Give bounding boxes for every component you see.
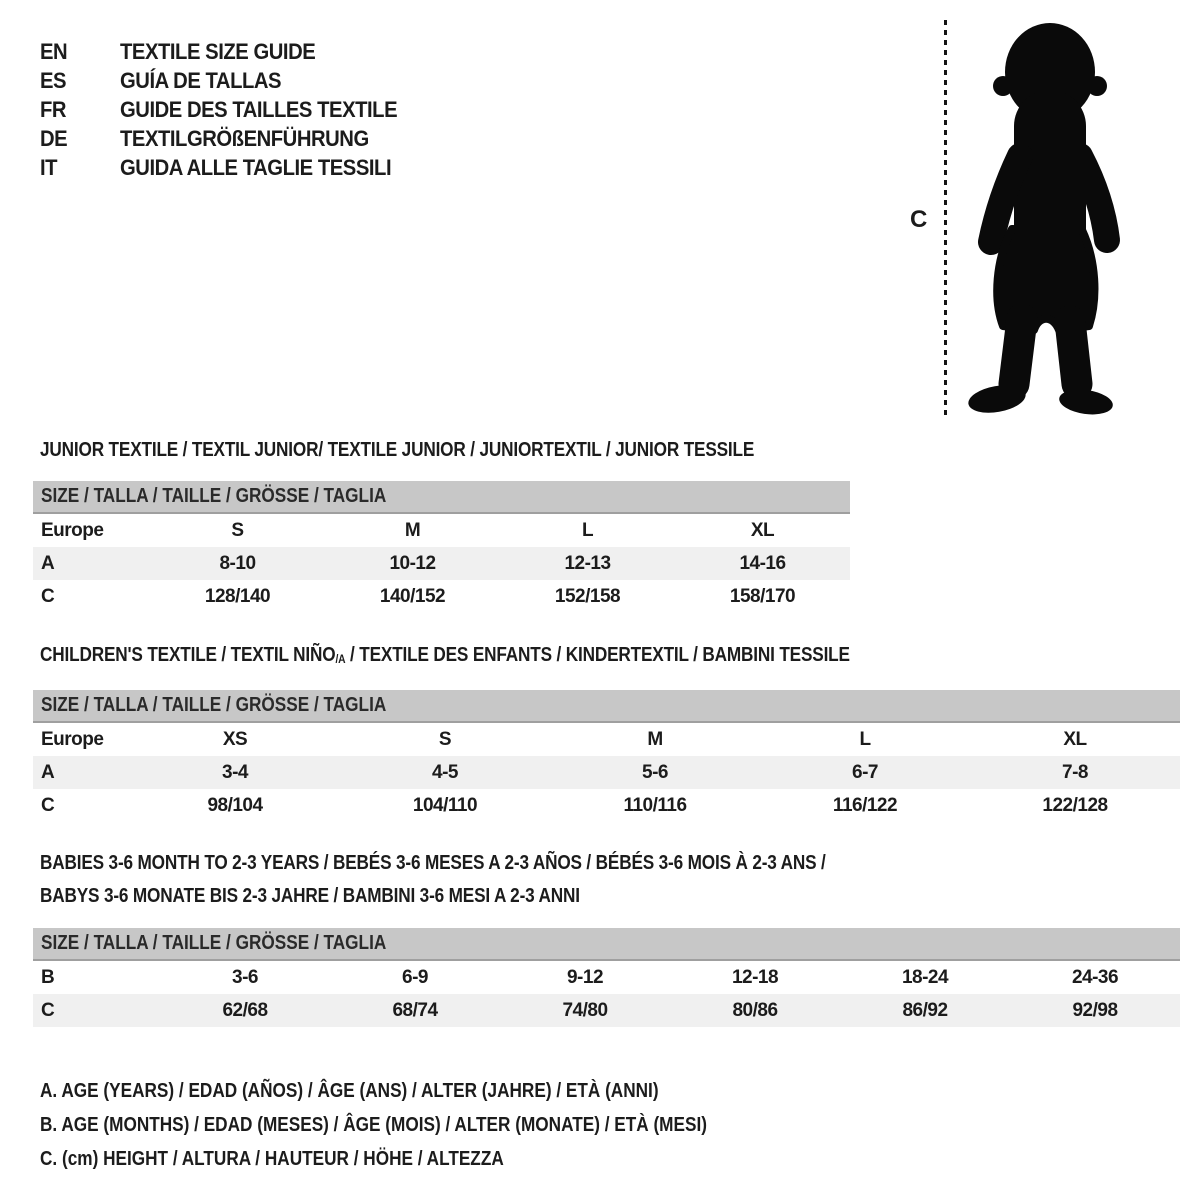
language-label: GUÍA DE TALLAS [120, 67, 282, 93]
babies-section-title [40, 847, 954, 913]
babies-title-line1: BABIES 3-6 MONTH TO 2-3 YEARS / BEBÉS 3-6 MESES A 2-3 AÑOS / BÉBÉS 3-6 MOIS À 2-3 ANS / [40, 852, 826, 874]
size-header-text: SIZE / TALLA / TAILLE / GRÖSSE / TAGLIA [41, 932, 387, 954]
size-cell: 5-6 [642, 761, 668, 783]
children-section-title-text [40, 642, 850, 672]
row-label: A [41, 761, 55, 783]
size-cell: 8-10 [219, 552, 256, 574]
size-cell: 80/86 [732, 999, 778, 1021]
language-row [40, 124, 421, 153]
children-title-main: CHILDREN'S TEXTILE / TEXTIL NIÑO [40, 644, 336, 666]
language-row [40, 37, 421, 66]
size-cell: XS [222, 728, 248, 750]
junior-section-title-text: JUNIOR TEXTILE / TEXTIL JUNIOR/ TEXTILE JUNIOR / JUNIORTEXTIL / JUNIOR TESSILE [40, 439, 755, 461]
legend-line-a [40, 1074, 816, 1108]
language-row [40, 153, 421, 182]
table-row [33, 723, 1180, 756]
row-label: Europe [41, 519, 104, 541]
size-header-bar [33, 928, 1180, 961]
size-cell: 4-5 [432, 761, 458, 783]
size-cell: 74/80 [562, 999, 608, 1021]
row-label: C [41, 585, 55, 607]
language-code: ES [40, 67, 67, 93]
size-header-bar [33, 481, 850, 514]
junior-section-title [40, 437, 870, 463]
height-dashed-line [944, 20, 947, 416]
size-cell: 86/92 [902, 999, 948, 1021]
language-row [40, 66, 421, 95]
legend-line-c [40, 1142, 816, 1176]
children-title-rest: / TEXTILE DES ENFANTS / KINDERTEXTIL / BAMBINI TESSILE [345, 644, 850, 666]
size-cell: L [859, 728, 871, 750]
size-cell: 3-6 [232, 966, 258, 988]
language-code: IT [40, 154, 58, 180]
size-cell: 116/122 [832, 794, 898, 816]
size-header-text: SIZE / TALLA / TAILLE / GRÖSSE / TAGLIA [41, 694, 387, 716]
legend-line-b-text: B. AGE (MONTHS) / EDAD (MESES) / ÂGE (MOIS) / ALTER (MONATE) / ETÀ (MESI) [40, 1114, 707, 1136]
language-code: DE [40, 125, 68, 151]
row-label: B [41, 966, 55, 988]
size-cell: 152/158 [554, 585, 621, 607]
table-row [33, 580, 850, 613]
size-cell: S [438, 728, 452, 750]
language-row [40, 95, 421, 124]
table-row [33, 789, 1180, 822]
language-label: GUIDA ALLE TAGLIE TESSILI [120, 154, 392, 180]
size-cell: 140/152 [379, 585, 446, 607]
language-label: TEXTILGRÖßENFÜHRUNG [120, 125, 369, 151]
size-cell: 122/128 [1042, 794, 1108, 816]
size-cell: 7-8 [1062, 761, 1088, 783]
size-cell: M [404, 519, 421, 541]
size-header-bar [33, 690, 1180, 723]
size-cell: 92/98 [1072, 999, 1118, 1021]
size-cell: 110/116 [623, 794, 687, 816]
language-list [40, 37, 421, 182]
legend [40, 1074, 816, 1176]
size-cell: 68/74 [392, 999, 438, 1021]
size-cell: 14-16 [739, 552, 786, 574]
size-cell: XL [750, 519, 775, 541]
size-cell: 6-9 [402, 966, 428, 988]
size-cell: 6-7 [852, 761, 878, 783]
children-title-subscript: /A [335, 652, 346, 666]
row-label: C [41, 999, 55, 1021]
size-cell: 9-12 [566, 966, 604, 988]
toddler-silhouette-icon [950, 14, 1140, 419]
size-cell: 18-24 [901, 966, 949, 988]
size-cell: 12-18 [731, 966, 779, 988]
size-cell: M [647, 728, 663, 750]
language-code: EN [40, 38, 68, 64]
size-cell: 158/170 [729, 585, 796, 607]
children-section-title [40, 642, 982, 672]
size-cell: 104/110 [412, 794, 478, 816]
language-label: TEXTILE SIZE GUIDE [120, 38, 316, 64]
size-cell: 24-36 [1071, 966, 1119, 988]
size-cell: XL [1063, 728, 1087, 750]
table-row [33, 961, 1180, 994]
language-code: FR [40, 96, 67, 122]
row-label: C [41, 794, 55, 816]
size-header-text: SIZE / TALLA / TAILLE / GRÖSSE / TAGLIA [41, 485, 387, 507]
table-row [33, 994, 1180, 1027]
legend-line-b [40, 1108, 816, 1142]
row-label: Europe [41, 728, 104, 750]
legend-line-a-text: A. AGE (YEARS) / EDAD (AÑOS) / ÂGE (ANS) / ALTER (JAHRE) / ETÀ (ANNI) [40, 1080, 659, 1102]
babies-title-line2: BABYS 3-6 MONATE BIS 2-3 JAHRE / BAMBINI 3-6 MESI A 2-3 ANNI [40, 885, 580, 907]
size-cell: 98/104 [207, 794, 263, 816]
size-cell: L [581, 519, 594, 541]
legend-line-c-text: C. (cm) HEIGHT / ALTURA / HAUTEUR / HÖHE / ALTEZZA [40, 1148, 504, 1170]
language-label: GUIDE DES TAILLES TEXTILE [120, 96, 398, 122]
size-table-children [33, 690, 1180, 822]
row-label: A [41, 552, 55, 574]
size-cell: 3-4 [222, 761, 248, 783]
size-cell: 12-13 [564, 552, 611, 574]
size-cell: 128/140 [204, 585, 271, 607]
size-cell: 62/68 [222, 999, 268, 1021]
size-cell: 10-12 [389, 552, 436, 574]
height-measure-label: C [910, 206, 928, 233]
table-row [33, 514, 850, 547]
size-table-junior [33, 481, 850, 613]
size-cell: S [231, 519, 244, 541]
table-row [33, 547, 850, 580]
table-row [33, 756, 1180, 789]
size-table-babies [33, 928, 1180, 1027]
